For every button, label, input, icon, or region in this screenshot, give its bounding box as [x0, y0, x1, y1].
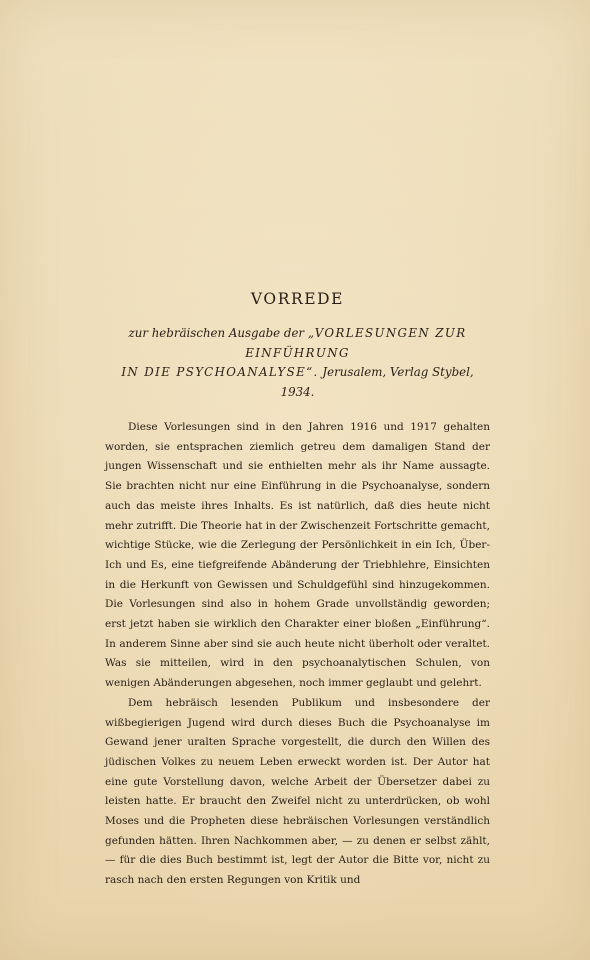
subtitle-title-line2: IN DIE PSYCHOANALYSE“.	[121, 365, 319, 379]
paragraph-2: Dem hebräisch lesenden Publikum und insbesondere der wißbegierigen Jugend wird durch dieses Buch die Psychoanalyse im Gewand jener uralten Sprache vorgestellt, die durch den Willen des jüdischen Volkes zu neuem Leben erweckt worden ist. Der Autor hat eine gute Vorstellung davon, welche Arbeit der Übersetzer dabei zu leisten hatte. Er braucht den Zweifel nicht zu unterdrücken, ob wohl Moses und die Propheten diese hebräischen Vorlesungen verständlich gefunden hätten. Ihren Nachkommen aber, — zu denen er selbst zählt, — für die dies Buch bestimmt ist, legt der Autor die Bitte vor, nicht zu rasch nach den ersten Regungen von Kritik und	[105, 696, 490, 887]
page-content	[105, 290, 490, 891]
paragraph-1: Diese Vorlesungen sind in den Jahren 1916 und 1917 gehalten worden, sie entsprachen ziemlich getreu dem damaligen Stand der jungen Wissenschaft und sie enthielten mehr als ihr Name aussagte. Sie brachten nicht nur eine Einführung in die Psychoanalyse, sondern auch das meiste ihres Inhalts. Es ist natürlich, daß dies heute nicht mehr zutrifft. Die Theorie hat in der Zwischenzeit Fortschritte gemacht, wichtige Stücke, wie die Zerlegung der Persönlichkeit in ein Ich, Über-Ich und Es, eine tiefgreifende Abänderung der Triebhlehre, Einsichten in die Herkunft von Gewissen und Schuldgefühl sind hinzugekommen. Die Vorlesungen sind also in hohem Grade unvollständig geworden; erst jetzt haben sie wirklich den Charakter einer bloßen „Einführung“. In anderem Sinne aber sind sie auch heute nicht überholt oder veraltet. Was sie mitteilen, wird in den psychoanalytischen Schulen, von wenigen Abänderungen abgesehen, noch immer geglaubt und gelehrt.	[105, 421, 490, 690]
subtitle-publisher: Jerusalem, Verlag Stybel, 1934.	[280, 365, 474, 399]
subtitle-lead: zur hebräischen Ausgabe der	[128, 326, 308, 340]
page-heading: VORREDE	[250, 290, 345, 308]
subtitle	[105, 324, 490, 402]
subtitle-title-line1: „VORLESUNGEN ZUR EINFÜHRUNG	[245, 326, 467, 360]
